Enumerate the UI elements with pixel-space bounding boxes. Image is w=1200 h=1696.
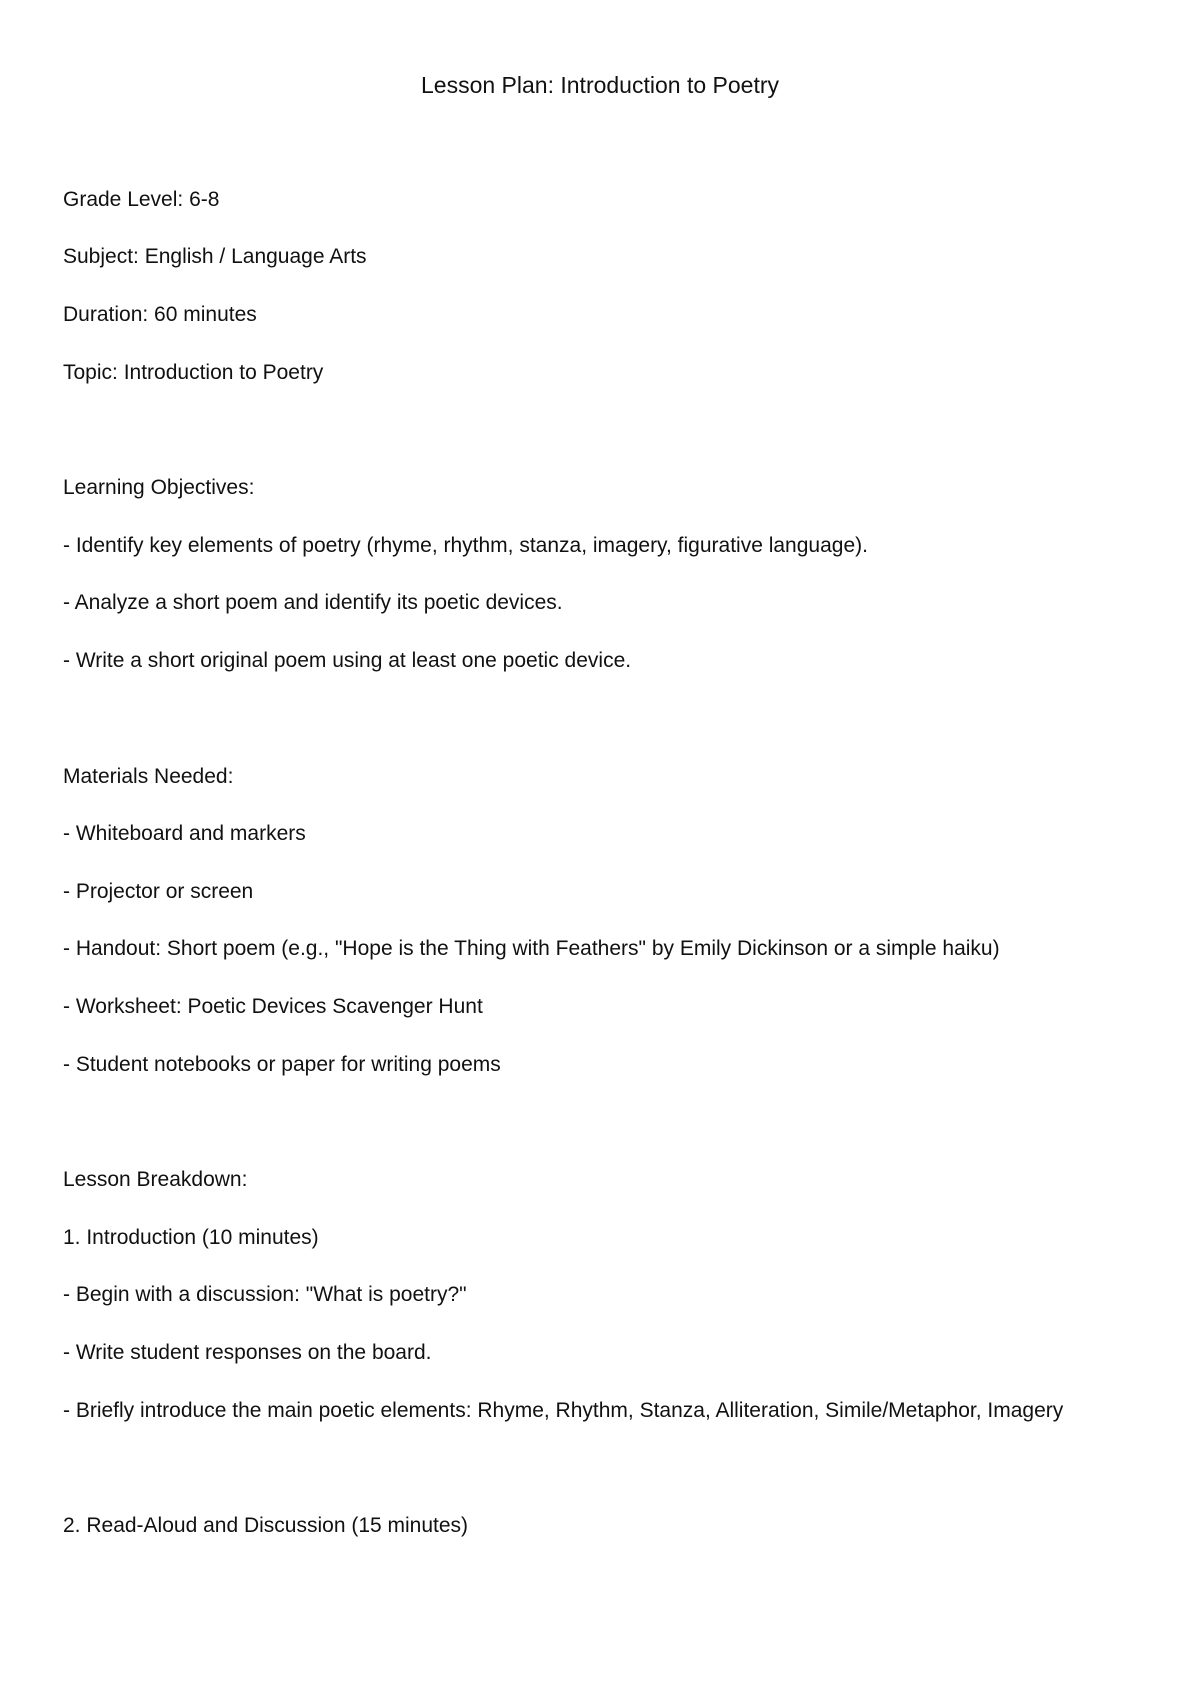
step-1-item: - Begin with a discussion: "What is poetry?" (63, 1283, 467, 1306)
material-item: - Projector or screen (63, 880, 254, 903)
objectives-heading: Learning Objectives: (63, 476, 255, 499)
step-2-heading: 2. Read-Aloud and Discussion (15 minutes) (63, 1514, 469, 1537)
subject: Subject: English / Language Arts (63, 245, 367, 268)
step-1-item: - Briefly introduce the main poetic elements: Rhyme, Rhythm, Stanza, Alliteration, Simile/Metaphor, Imagery (63, 1399, 1064, 1422)
material-item: - Handout: Short poem (e.g., "Hope is the Thing with Feathers" by Emily Dickinson or a simple haiku) (63, 937, 1000, 960)
material-item: - Student notebooks or paper for writing poems (63, 1053, 501, 1076)
material-item: - Whiteboard and markers (63, 822, 306, 845)
materials-heading: Materials Needed: (63, 765, 234, 788)
duration: Duration: 60 minutes (63, 303, 257, 326)
material-item: - Worksheet: Poetic Devices Scavenger Hunt (63, 995, 483, 1018)
objective-item: - Write a short original poem using at least one poetic device. (63, 649, 632, 672)
objective-item: - Identify key elements of poetry (rhyme, rhythm, stanza, imagery, figurative language). (63, 534, 868, 557)
topic: Topic: Introduction to Poetry (63, 361, 324, 384)
grade-level: Grade Level: 6-8 (63, 188, 220, 211)
objective-item: - Analyze a short poem and identify its poetic devices. (63, 591, 563, 614)
breakdown-heading: Lesson Breakdown: (63, 1168, 248, 1191)
step-1-heading: 1. Introduction (10 minutes) (63, 1226, 319, 1249)
document-title: Lesson Plan: Introduction to Poetry (421, 72, 779, 98)
step-1-item: - Write student responses on the board. (63, 1341, 432, 1364)
